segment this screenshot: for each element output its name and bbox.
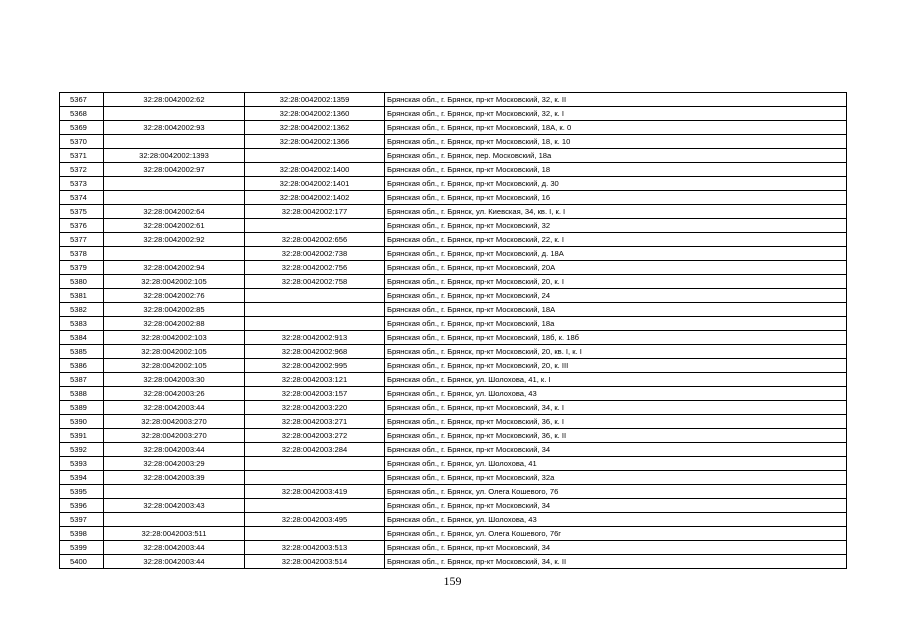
row-number-cell: 5387 bbox=[60, 373, 104, 387]
table-row bbox=[60, 121, 847, 135]
cadastral-number-cell bbox=[104, 485, 245, 499]
object-cadastral-number-cell: 32:28:0042003:284 bbox=[245, 443, 385, 457]
cadastral-number-cell: 32:28:0042003:30 bbox=[104, 373, 245, 387]
page-number: 159 bbox=[443, 574, 462, 588]
cadastral-number-cell bbox=[104, 247, 245, 261]
address-cell: Брянская обл., г. Брянск, пр-кт Московский, 34 bbox=[385, 541, 847, 555]
cadastral-number-cell: 32:28:0042003:270 bbox=[104, 415, 245, 429]
address-cell: Брянская обл., г. Брянск, пр-кт Московский, 32, к. I bbox=[385, 107, 847, 121]
address-cell: Брянская обл., г. Брянск, ул. Шолохова, 43 bbox=[385, 387, 847, 401]
table-row bbox=[60, 205, 847, 219]
table-row bbox=[60, 443, 847, 457]
cadastral-number-cell bbox=[104, 191, 245, 205]
cadastral-number-cell: 32:28:0042002:64 bbox=[104, 205, 245, 219]
address-cell: Брянская обл., г. Брянск, пр-кт Московский, 18б, к. 18б bbox=[385, 331, 847, 345]
address-cell: Брянская обл., г. Брянск, пр-кт Московский, 32 bbox=[385, 219, 847, 233]
object-cadastral-number-cell: 32:28:0042002:968 bbox=[245, 345, 385, 359]
row-number-cell: 5388 bbox=[60, 387, 104, 401]
table-row bbox=[60, 191, 847, 205]
object-cadastral-number-cell: 32:28:0042002:1400 bbox=[245, 163, 385, 177]
table-row bbox=[60, 107, 847, 121]
row-number-cell: 5396 bbox=[60, 499, 104, 513]
address-cell: Брянская обл., г. Брянск, ул. Киевская, 34, кв. I, к. I bbox=[385, 205, 847, 219]
table-row bbox=[60, 275, 847, 289]
row-number-cell: 5392 bbox=[60, 443, 104, 457]
cadastral-number-cell: 32:28:0042002:103 bbox=[104, 331, 245, 345]
table-row bbox=[60, 401, 847, 415]
address-cell: Брянская обл., г. Брянск, пр-кт Московский, 18 bbox=[385, 163, 847, 177]
address-cell: Брянская обл., г. Брянск, пер. Московский, 18а bbox=[385, 149, 847, 163]
address-cell: Брянская обл., г. Брянск, пр-кт Московский, 24 bbox=[385, 289, 847, 303]
address-cell: Брянская обл., г. Брянск, пр-кт Московский, 34 bbox=[385, 499, 847, 513]
cadastral-number-cell: 32:28:0042003:44 bbox=[104, 401, 245, 415]
table-row bbox=[60, 471, 847, 485]
table-row bbox=[60, 261, 847, 275]
object-cadastral-number-cell bbox=[245, 471, 385, 485]
cadastral-number-cell: 32:28:0042002:97 bbox=[104, 163, 245, 177]
row-number-cell: 5399 bbox=[60, 541, 104, 555]
address-cell: Брянская обл., г. Брянск, пр-кт Московский, 20, кв. I, к. I bbox=[385, 345, 847, 359]
row-number-cell: 5395 bbox=[60, 485, 104, 499]
row-number-cell: 5372 bbox=[60, 163, 104, 177]
cadastral-number-cell: 32:28:0042003:29 bbox=[104, 457, 245, 471]
row-number-cell: 5389 bbox=[60, 401, 104, 415]
table-row bbox=[60, 499, 847, 513]
cadastral-number-cell: 32:28:0042002:105 bbox=[104, 275, 245, 289]
cadastral-number-cell: 32:28:0042003:270 bbox=[104, 429, 245, 443]
row-number-cell: 5400 bbox=[60, 555, 104, 569]
cadastral-number-cell: 32:28:0042003:44 bbox=[104, 555, 245, 569]
cadastral-number-cell: 32:28:0042003:26 bbox=[104, 387, 245, 401]
address-cell: Брянская обл., г. Брянск, пр-кт Московский, 22, к. I bbox=[385, 233, 847, 247]
row-number-cell: 5373 bbox=[60, 177, 104, 191]
object-cadastral-number-cell: 32:28:0042003:121 bbox=[245, 373, 385, 387]
table-row bbox=[60, 555, 847, 569]
address-cell: Брянская обл., г. Брянск, пр-кт Московский, 32а bbox=[385, 471, 847, 485]
address-cell: Брянская обл., г. Брянск, пр-кт Московский, 34, к. I bbox=[385, 401, 847, 415]
address-cell: Брянская обл., г. Брянск, пр-кт Московский, 20, к. I bbox=[385, 275, 847, 289]
object-cadastral-number-cell: 32:28:0042002:758 bbox=[245, 275, 385, 289]
row-number-cell: 5368 bbox=[60, 107, 104, 121]
table-row bbox=[60, 345, 847, 359]
table-row bbox=[60, 135, 847, 149]
object-cadastral-number-cell: 32:28:0042002:177 bbox=[245, 205, 385, 219]
cadastral-number-cell bbox=[104, 513, 245, 527]
object-cadastral-number-cell bbox=[245, 149, 385, 163]
row-number-cell: 5369 bbox=[60, 121, 104, 135]
object-cadastral-number-cell: 32:28:0042002:1366 bbox=[245, 135, 385, 149]
table-row bbox=[60, 387, 847, 401]
row-number-cell: 5390 bbox=[60, 415, 104, 429]
cadastral-number-cell: 32:28:0042002:94 bbox=[104, 261, 245, 275]
object-cadastral-number-cell bbox=[245, 303, 385, 317]
table-row bbox=[60, 485, 847, 499]
table-row bbox=[60, 429, 847, 443]
row-number-cell: 5370 bbox=[60, 135, 104, 149]
table-row bbox=[60, 289, 847, 303]
address-cell: Брянская обл., г. Брянск, пр-кт Московский, 18а bbox=[385, 317, 847, 331]
row-number-cell: 5384 bbox=[60, 331, 104, 345]
object-cadastral-number-cell bbox=[245, 289, 385, 303]
cadastral-number-cell: 32:28:0042003:511 bbox=[104, 527, 245, 541]
cadastral-number-cell: 32:28:0042002:85 bbox=[104, 303, 245, 317]
row-number-cell: 5394 bbox=[60, 471, 104, 485]
object-cadastral-number-cell: 32:28:0042002:1362 bbox=[245, 121, 385, 135]
cadastral-number-cell: 32:28:0042002:76 bbox=[104, 289, 245, 303]
row-number-cell: 5379 bbox=[60, 261, 104, 275]
cadastral-number-cell: 32:28:0042002:88 bbox=[104, 317, 245, 331]
row-number-cell: 5385 bbox=[60, 345, 104, 359]
object-cadastral-number-cell: 32:28:0042002:1359 bbox=[245, 93, 385, 107]
address-cell: Брянская обл., г. Брянск, пр-кт Московский, 18А bbox=[385, 303, 847, 317]
row-number-cell: 5383 bbox=[60, 317, 104, 331]
object-cadastral-number-cell: 32:28:0042002:756 bbox=[245, 261, 385, 275]
object-cadastral-number-cell bbox=[245, 527, 385, 541]
table-row bbox=[60, 163, 847, 177]
address-cell: Брянская обл., г. Брянск, пр-кт Московский, 18, к. 10 bbox=[385, 135, 847, 149]
cadastral-number-cell: 32:28:0042002:105 bbox=[104, 345, 245, 359]
table-row bbox=[60, 247, 847, 261]
object-cadastral-number-cell bbox=[245, 457, 385, 471]
row-number-cell: 5377 bbox=[60, 233, 104, 247]
row-number-cell: 5371 bbox=[60, 149, 104, 163]
registry-table bbox=[59, 92, 847, 569]
cadastral-number-cell: 32:28:0042002:105 bbox=[104, 359, 245, 373]
object-cadastral-number-cell: 32:28:0042002:1360 bbox=[245, 107, 385, 121]
row-number-cell: 5376 bbox=[60, 219, 104, 233]
table-row bbox=[60, 177, 847, 191]
address-cell: Брянская обл., г. Брянск, пр-кт Московский, 32, к. II bbox=[385, 93, 847, 107]
row-number-cell: 5378 bbox=[60, 247, 104, 261]
address-cell: Брянская обл., г. Брянск, пр-кт Московский, 18А, к. 0 bbox=[385, 121, 847, 135]
table-row bbox=[60, 233, 847, 247]
row-number-cell: 5393 bbox=[60, 457, 104, 471]
table-row bbox=[60, 513, 847, 527]
table-row bbox=[60, 527, 847, 541]
row-number-cell: 5375 bbox=[60, 205, 104, 219]
address-cell: Брянская обл., г. Брянск, пр-кт Московский, 36, к. I bbox=[385, 415, 847, 429]
object-cadastral-number-cell: 32:28:0042003:495 bbox=[245, 513, 385, 527]
table-row bbox=[60, 457, 847, 471]
cadastral-number-cell bbox=[104, 177, 245, 191]
cadastral-number-cell: 32:28:0042002:61 bbox=[104, 219, 245, 233]
row-number-cell: 5382 bbox=[60, 303, 104, 317]
cadastral-number-cell: 32:28:0042002:92 bbox=[104, 233, 245, 247]
address-cell: Брянская обл., г. Брянск, пр-кт Московский, д. 18А bbox=[385, 247, 847, 261]
row-number-cell: 5380 bbox=[60, 275, 104, 289]
address-cell: Брянская обл., г. Брянск, пр-кт Московский, 34 bbox=[385, 443, 847, 457]
cadastral-number-cell: 32:28:0042003:43 bbox=[104, 499, 245, 513]
object-cadastral-number-cell: 32:28:0042002:738 bbox=[245, 247, 385, 261]
cadastral-number-cell: 32:28:0042003:39 bbox=[104, 471, 245, 485]
object-cadastral-number-cell: 32:28:0042003:513 bbox=[245, 541, 385, 555]
address-cell: Брянская обл., г. Брянск, пр-кт Московский, 16 bbox=[385, 191, 847, 205]
table-row bbox=[60, 317, 847, 331]
address-cell: Брянская обл., г. Брянск, пр-кт Московский, 36, к. II bbox=[385, 429, 847, 443]
object-cadastral-number-cell bbox=[245, 317, 385, 331]
row-number-cell: 5398 bbox=[60, 527, 104, 541]
table-row bbox=[60, 541, 847, 555]
cadastral-number-cell bbox=[104, 135, 245, 149]
table-row bbox=[60, 219, 847, 233]
object-cadastral-number-cell: 32:28:0042003:272 bbox=[245, 429, 385, 443]
object-cadastral-number-cell: 32:28:0042003:157 bbox=[245, 387, 385, 401]
cadastral-number-cell: 32:28:0042002:1393 bbox=[104, 149, 245, 163]
object-cadastral-number-cell: 32:28:0042002:1401 bbox=[245, 177, 385, 191]
row-number-cell: 5386 bbox=[60, 359, 104, 373]
row-number-cell: 5397 bbox=[60, 513, 104, 527]
table-row bbox=[60, 359, 847, 373]
object-cadastral-number-cell: 32:28:0042003:419 bbox=[245, 485, 385, 499]
table-row bbox=[60, 149, 847, 163]
object-cadastral-number-cell: 32:28:0042002:913 bbox=[245, 331, 385, 345]
object-cadastral-number-cell: 32:28:0042002:1402 bbox=[245, 191, 385, 205]
address-cell: Брянская обл., г. Брянск, пр-кт Московский, 34, к. II bbox=[385, 555, 847, 569]
row-number-cell: 5391 bbox=[60, 429, 104, 443]
cadastral-number-cell: 32:28:0042002:62 bbox=[104, 93, 245, 107]
row-number-cell: 5381 bbox=[60, 289, 104, 303]
address-cell: Брянская обл., г. Брянск, пр-кт Московский, 20, к. III bbox=[385, 359, 847, 373]
registry-table-body bbox=[60, 93, 847, 569]
cadastral-number-cell: 32:28:0042003:44 bbox=[104, 443, 245, 457]
object-cadastral-number-cell bbox=[245, 499, 385, 513]
object-cadastral-number-cell: 32:28:0042002:656 bbox=[245, 233, 385, 247]
table-row bbox=[60, 303, 847, 317]
row-number-cell: 5374 bbox=[60, 191, 104, 205]
table-row bbox=[60, 373, 847, 387]
address-cell: Брянская обл., г. Брянск, ул. Шолохова, 43 bbox=[385, 513, 847, 527]
address-cell: Брянская обл., г. Брянск, ул. Олега Кошевого, 76 bbox=[385, 485, 847, 499]
object-cadastral-number-cell bbox=[245, 219, 385, 233]
cadastral-number-cell: 32:28:0042003:44 bbox=[104, 541, 245, 555]
table-row bbox=[60, 415, 847, 429]
object-cadastral-number-cell: 32:28:0042002:995 bbox=[245, 359, 385, 373]
cadastral-number-cell bbox=[104, 107, 245, 121]
address-cell: Брянская обл., г. Брянск, ул. Шолохова, 41, к. I bbox=[385, 373, 847, 387]
object-cadastral-number-cell: 32:28:0042003:514 bbox=[245, 555, 385, 569]
address-cell: Брянская обл., г. Брянск, ул. Шолохова, 41 bbox=[385, 457, 847, 471]
object-cadastral-number-cell: 32:28:0042003:271 bbox=[245, 415, 385, 429]
cadastral-number-cell: 32:28:0042002:93 bbox=[104, 121, 245, 135]
address-cell: Брянская обл., г. Брянск, пр-кт Московский, д. 30 bbox=[385, 177, 847, 191]
address-cell: Брянская обл., г. Брянск, ул. Олега Кошевого, 76г bbox=[385, 527, 847, 541]
table-row bbox=[60, 93, 847, 107]
address-cell: Брянская обл., г. Брянск, пр-кт Московский, 20А bbox=[385, 261, 847, 275]
row-number-cell: 5367 bbox=[60, 93, 104, 107]
table-row bbox=[60, 331, 847, 345]
object-cadastral-number-cell: 32:28:0042003:220 bbox=[245, 401, 385, 415]
